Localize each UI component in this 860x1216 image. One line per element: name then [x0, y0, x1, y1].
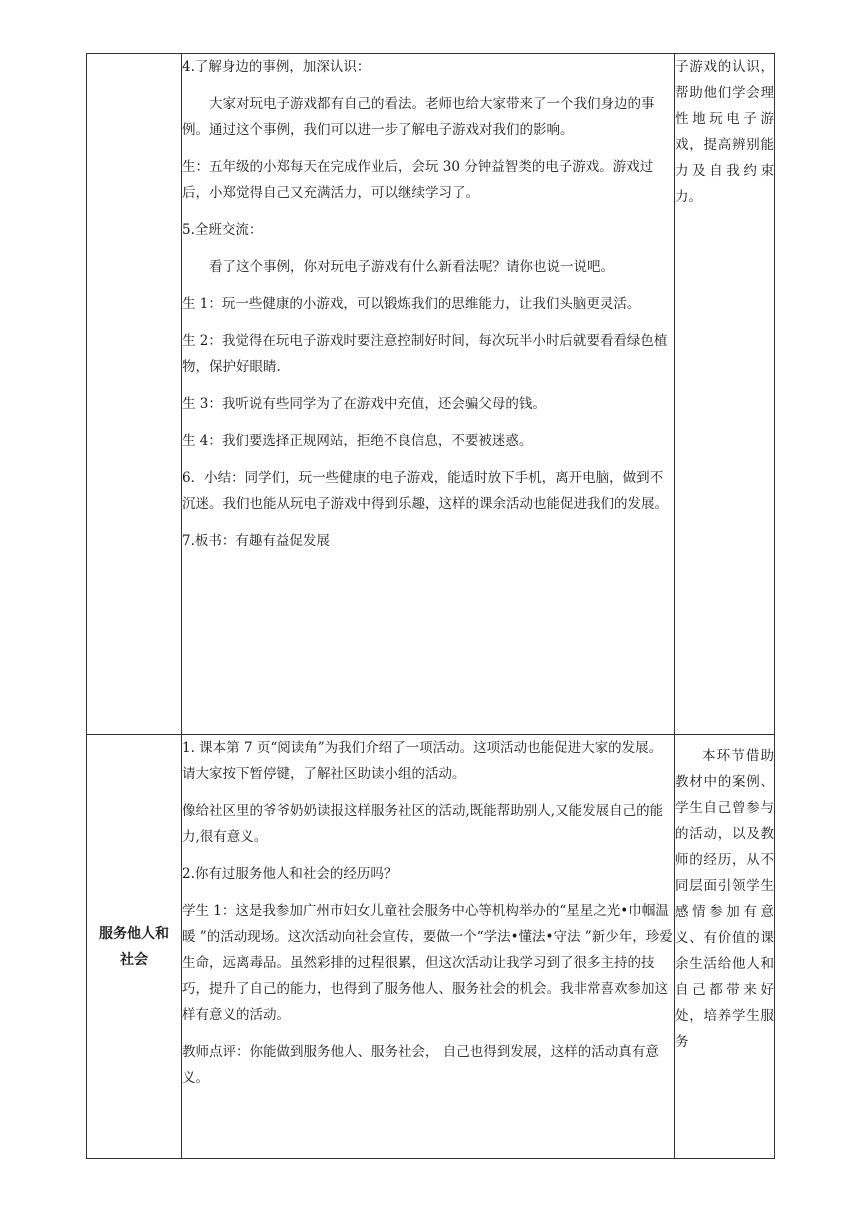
teacher-comment: 教师点评：你能做到服务他人、服务社会， 自己也得到发展，这样的活动真有意义。: [182, 1044, 659, 1086]
student-response: 生 1：玩一些健康的小游戏，可以锻炼我们的思维能力，让我们头脑更灵活。: [182, 296, 641, 312]
paragraph: 像给社区里的爷爷奶奶读报这样服务社区的活动,既能帮助别人,又能发展自己的能力,很有意义。: [182, 803, 664, 845]
student-response: 学生 1：这是我参加广州市妇女儿童社会服务中心等机构举办的“星星之光•巾帼温暖 ”的活动现场。这次活动向社会宣传，要做一个“学法•懂法•守法 ”新少年，珍爱生命，远离毒品。虽然彩排的过程很累，但这次活动让我学习到了很多主持的技巧，提升了自己的能力，也得到了服务他人、服务社会的机会。我非常喜欢参加这样有意义的活动。: [182, 903, 673, 1023]
blackboard-note: 7.板书：有趣有益促发展: [182, 533, 330, 549]
activity-content: [182, 54, 675, 735]
student-response: 生 2：我觉得在玩电子游戏时要注意控制好时间，每次玩半小时后就要看看绿色植物，保护好眼睛.: [182, 333, 668, 375]
step-heading: 2.你有过服务他人和社会的经历吗？: [182, 866, 398, 882]
section-label: 服务他人和社会: [87, 735, 182, 1159]
summary: 6．小结：同学们，玩一些健康的电子游戏，能适时放下手机，离开电脑，做到不沉迷。我们也能从玩电子游戏中得到乐趣，这样的课余活动也能促进我们的发展。: [182, 470, 668, 512]
student-response: 生 3：我听说有些同学为了在游戏中充值，还会骗父母的钱。: [182, 396, 546, 412]
paragraph: 看了这个事例，你对玩电子游戏有什么新看法呢？请你也说一说吧。: [209, 259, 614, 275]
section-label: [87, 54, 182, 735]
design-intent: 子游戏的认识，帮助他们学会理性地玩电子游戏，提高辨别能力及自我约束力。: [675, 54, 775, 735]
activity-content: [182, 735, 675, 1159]
paragraph: 大家对玩电子游戏都有自己的看法。老师也给大家带来了一个我们身边的事例。通过这个事例，我们可以进一步了解电子游戏对我们的影响。: [182, 96, 655, 138]
design-intent: 本环节借助教材中的案例、学生自己曾参与的活动，以及教师的经历，从不同层面引领学生感情参加有意义、有价值的课余生活给他人和自己都带来好处，培养学生服务: [675, 735, 775, 1159]
paragraph: 1. 课本第 7 页“阅读角”为我们介绍了一项活动。这项活动也能促进大家的发展。请大家按下暂停键，了解社区助读小组的活动。: [182, 740, 663, 782]
lesson-plan-table: [86, 53, 775, 1159]
table-row: [87, 54, 775, 735]
step-heading: 4.了解身边的事例，加深认识：: [182, 59, 371, 75]
paragraph: 生：五年级的小郑每天在完成作业后，会玩 30 分钟益智类的电子游戏。游戏过后，小郑觉得自己又充满活力，可以继续学习了。: [182, 159, 654, 201]
student-response: 生 4：我们要选择正规网站，拒绝不良信息，不要被迷惑。: [182, 433, 533, 449]
step-heading: 5.全班交流：: [182, 222, 263, 238]
table-row: [87, 735, 775, 1159]
